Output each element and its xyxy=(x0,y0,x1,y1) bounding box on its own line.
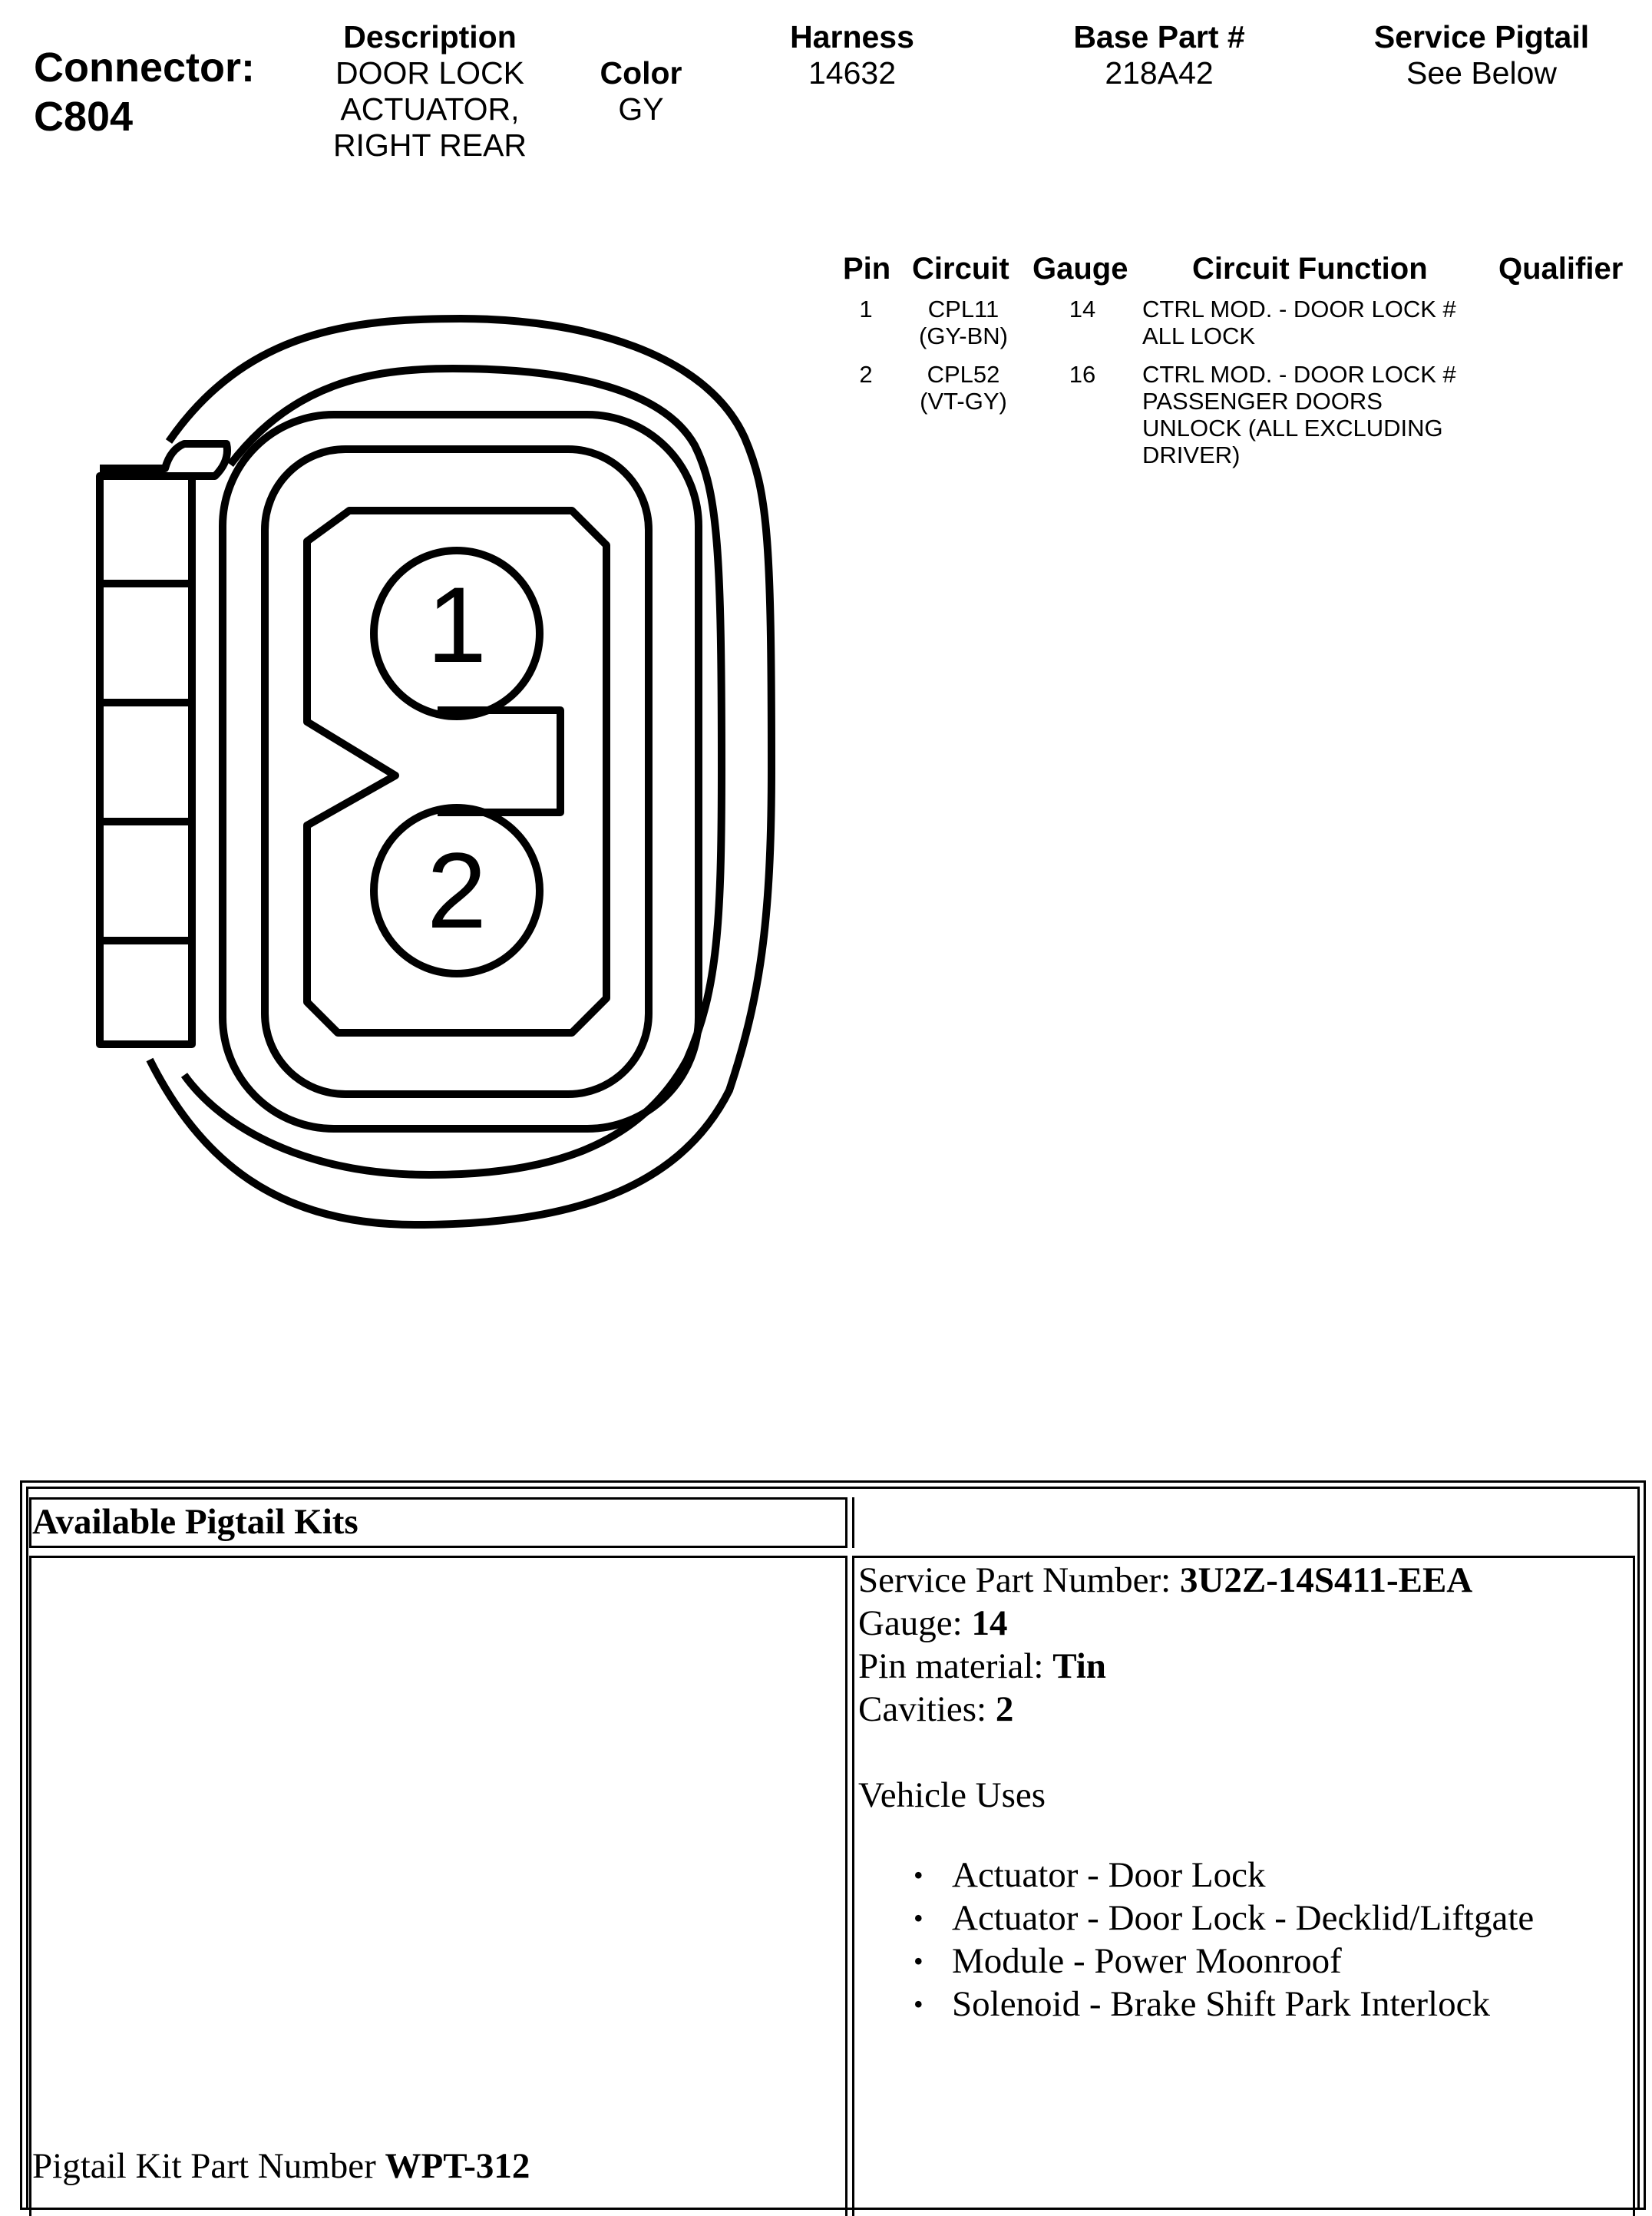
color-header: Color xyxy=(600,55,682,91)
pin-number: 1 xyxy=(859,296,873,322)
pin-number: 2 xyxy=(859,361,873,388)
latch-hook xyxy=(100,444,227,476)
wire-gauge: 16 xyxy=(1069,361,1096,388)
pin-1-label: 1 xyxy=(427,564,487,685)
function-line: CTRL MOD. - DOOR LOCK # xyxy=(1142,296,1456,322)
list-item: • Module - Power Moonroof xyxy=(952,1940,1534,1983)
function-line: ALL LOCK xyxy=(1142,322,1256,349)
key-tab xyxy=(438,710,560,812)
base-part-column xyxy=(1059,19,1259,91)
base-part-header: Base Part # xyxy=(1073,19,1245,55)
vehicle-uses-heading: Vehicle Uses xyxy=(858,1775,1046,1815)
vehicle-uses-list xyxy=(952,1854,1534,2026)
pigtail-image-cell xyxy=(29,1556,847,2216)
pin-header: Pin xyxy=(843,252,891,286)
kit-part-label: Pigtail Kit Part Number xyxy=(32,2146,385,2186)
service-pigtail-header: Service Pigtail xyxy=(1373,19,1590,55)
circuit-function xyxy=(1142,361,1492,468)
color-value: GY xyxy=(618,91,664,127)
description-line: DOOR LOCK xyxy=(335,55,525,91)
circuit-header: Circuit xyxy=(912,252,1009,286)
service-pigtail-column xyxy=(1351,19,1612,91)
kit-part-value: WPT-312 xyxy=(385,2146,530,2186)
seal-ring xyxy=(223,415,699,1129)
terminal-body xyxy=(265,449,649,1094)
connector-title xyxy=(34,43,255,141)
pin-material-value: Tin xyxy=(1052,1646,1106,1686)
function-line: CTRL MOD. - DOOR LOCK # xyxy=(1142,361,1456,388)
connector-label: Connector: xyxy=(34,45,255,91)
gauge-spec: Gauge: 14 xyxy=(858,1603,1008,1643)
lock-tab xyxy=(100,476,192,1044)
circuit-code xyxy=(906,361,1021,415)
description-line: ACTUATOR, xyxy=(340,91,520,127)
connector-face-diagram xyxy=(0,292,814,1244)
function-line: DRIVER) xyxy=(1142,442,1241,468)
list-item: • Solenoid - Brake Shift Park Interlock xyxy=(952,1983,1534,2026)
circuit-id: CPL11 xyxy=(927,296,999,322)
service-part-number: Service Part Number: 3U2Z-14S411-EEA xyxy=(858,1560,1473,1600)
description-column xyxy=(307,19,553,164)
function-line: UNLOCK (ALL EXCLUDING xyxy=(1142,415,1443,442)
wire-color: (VT-GY) xyxy=(920,388,1007,415)
circuit-function xyxy=(1142,296,1492,349)
list-item: • Actuator - Door Lock xyxy=(952,1854,1534,1897)
service-pigtail-value: See Below xyxy=(1406,55,1557,91)
pigtail-title-spacer xyxy=(852,1497,1634,1548)
harness-column xyxy=(768,19,937,91)
color-column xyxy=(568,55,714,127)
connector-id: C804 xyxy=(34,94,134,140)
qualifier-header: Qualifier xyxy=(1498,252,1624,286)
pigtail-details xyxy=(858,1559,1472,1817)
description-line: RIGHT REAR xyxy=(332,127,527,163)
circuit-id: CPL52 xyxy=(927,361,1000,388)
base-part-value: 218A42 xyxy=(1105,55,1214,91)
circuit-function-header: Circuit Function xyxy=(1192,252,1428,286)
list-item: • Actuator - Door Lock - Decklid/Liftgate xyxy=(952,1897,1534,1940)
pin-2-label: 2 xyxy=(427,830,487,951)
circuit-code xyxy=(906,296,1021,349)
gauge-header: Gauge xyxy=(1032,252,1128,286)
wire-gauge: 14 xyxy=(1069,296,1096,322)
pin-material-spec: Pin material: Tin xyxy=(858,1646,1106,1686)
description-header: Description xyxy=(343,19,517,55)
gauge-spec-value: 14 xyxy=(971,1603,1008,1643)
kit-part-number xyxy=(32,2145,530,2188)
harness-header: Harness xyxy=(790,19,914,55)
service-part-value: 3U2Z-14S411-EEA xyxy=(1179,1560,1473,1600)
function-line: PASSENGER DOORS xyxy=(1142,388,1383,415)
cavities-spec: Cavities: 2 xyxy=(858,1689,1014,1729)
cavities-value: 2 xyxy=(995,1689,1014,1729)
harness-value: 14632 xyxy=(808,55,896,91)
pigtail-title: Available Pigtail Kits xyxy=(32,1502,358,1542)
wire-color: (GY-BN) xyxy=(919,322,1008,349)
